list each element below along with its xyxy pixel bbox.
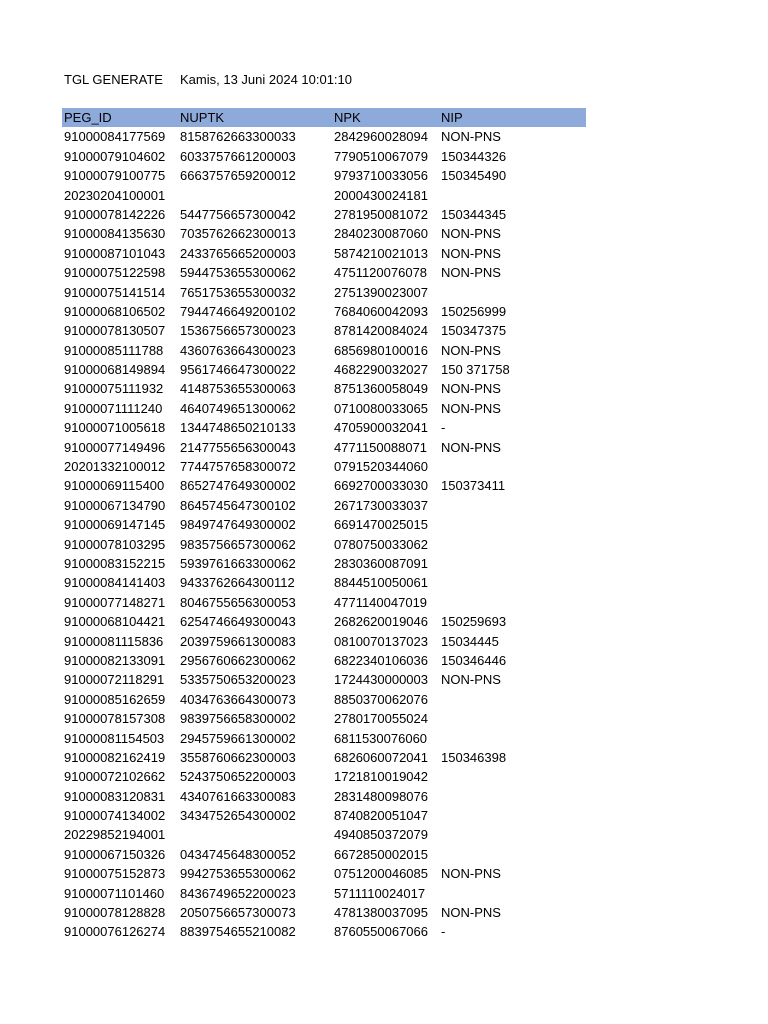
- table-row: [62, 515, 586, 534]
- cell-nuptk: 9561746647300022: [180, 362, 296, 378]
- cell-npk: 2682620019046: [334, 614, 428, 630]
- cell-peg-id: 91000085162659: [64, 691, 166, 707]
- cell-nuptk: 9942753655300062: [180, 866, 296, 882]
- table-row: [62, 496, 586, 515]
- cell-nuptk: 2050756657300073: [180, 905, 296, 921]
- table-row: [62, 922, 586, 941]
- cell-nip: 150259693: [441, 614, 507, 630]
- table-row: [62, 127, 586, 146]
- cell-nuptk: 7035762662300013: [180, 226, 296, 242]
- cell-nuptk: 5939761663300062: [180, 555, 296, 571]
- cell-npk: 0751200046085: [334, 866, 428, 882]
- cell-nuptk: 6663757659200012: [180, 168, 296, 184]
- table-row: [62, 903, 586, 922]
- cell-peg-id: 91000071111240: [64, 400, 163, 416]
- cell-nuptk: 4640749651300062: [180, 400, 296, 416]
- cell-peg-id: 91000078128828: [64, 905, 166, 921]
- cell-peg-id: 91000078142226: [64, 206, 166, 222]
- cell-npk: 1724430000003: [334, 672, 428, 688]
- cell-nuptk: 7944746649200102: [180, 303, 296, 319]
- cell-npk: 0710080033065: [334, 400, 428, 416]
- cell-peg-id: 91000068149894: [64, 362, 166, 378]
- table-row: [62, 438, 586, 457]
- header-nip: NIP: [441, 110, 463, 125]
- cell-nip: NON-PNS: [441, 905, 501, 921]
- header-npk: NPK: [334, 110, 361, 125]
- cell-npk: 5711110024017: [334, 885, 426, 901]
- cell-nuptk: 5447756657300042: [180, 206, 296, 222]
- cell-nuptk: 3558760662300003: [180, 749, 296, 765]
- table-row: [62, 612, 586, 631]
- table-row: [62, 186, 586, 205]
- cell-npk: 7684060042093: [334, 303, 428, 319]
- cell-nuptk: 4340761663300083: [180, 788, 296, 804]
- table-row: [62, 399, 586, 418]
- cell-nip: NON-PNS: [441, 245, 501, 261]
- cell-nip: 150373411: [441, 478, 506, 494]
- cell-nuptk: 3434752654300002: [180, 808, 296, 824]
- cell-npk: 0810070137023: [334, 633, 428, 649]
- cell-peg-id: 91000076126274: [64, 924, 166, 940]
- cell-npk: 1721810019042: [334, 769, 428, 785]
- cell-nuptk: 9839756658300002: [180, 711, 296, 727]
- table-header-row: [62, 108, 586, 127]
- table-row: [62, 845, 586, 864]
- cell-nuptk: 4148753655300063: [180, 381, 296, 397]
- cell-peg-id: 91000082133091: [64, 652, 166, 668]
- cell-npk: 6672850002015: [334, 846, 428, 862]
- cell-peg-id: 91000067134790: [64, 497, 166, 513]
- cell-peg-id: 91000078103295: [64, 536, 166, 552]
- cell-peg-id: 91000077148271: [64, 594, 166, 610]
- table-row: [62, 166, 586, 185]
- cell-peg-id: 20229852194001: [64, 827, 166, 843]
- cell-peg-id: 91000083152215: [64, 555, 166, 571]
- cell-nuptk: 5243750652200003: [180, 769, 296, 785]
- cell-npk: 4751120076078: [334, 265, 428, 281]
- cell-npk: 4682290032027: [334, 362, 428, 378]
- cell-npk: 2840230087060: [334, 226, 428, 242]
- employee-id-table: [62, 108, 586, 942]
- cell-nuptk: 4034763664300073: [180, 691, 296, 707]
- table-row: [62, 418, 586, 437]
- table-row: [62, 205, 586, 224]
- table-row: [62, 593, 586, 612]
- cell-peg-id: 91000071005618: [64, 420, 166, 436]
- cell-npk: 6811530076060: [334, 730, 428, 746]
- cell-nuptk: 7744757658300072: [180, 459, 296, 475]
- cell-nip: 150256999: [441, 303, 507, 319]
- cell-peg-id: 91000072102662: [64, 769, 166, 785]
- cell-nip: -: [441, 924, 446, 940]
- cell-npk: 4781380037095: [334, 905, 428, 921]
- cell-npk: 8751360058049: [334, 381, 428, 397]
- cell-npk: 2751390023007: [334, 284, 428, 300]
- cell-npk: 7790510067079: [334, 148, 428, 164]
- table-row: [62, 651, 586, 670]
- cell-peg-id: 91000074134002: [64, 808, 166, 824]
- cell-nuptk: 2433765665200003: [180, 245, 296, 261]
- cell-peg-id: 91000085111788: [64, 342, 164, 358]
- cell-nip: NON-PNS: [441, 226, 501, 242]
- cell-nip: NON-PNS: [441, 866, 501, 882]
- cell-nuptk: 9849747649300002: [180, 517, 296, 533]
- cell-npk: 9793710033056: [334, 168, 428, 184]
- cell-nip: 150346398: [441, 749, 507, 765]
- cell-nip: 150344326: [441, 148, 507, 164]
- cell-peg-id: 91000072118291: [64, 672, 165, 688]
- cell-npk: 8844510050061: [334, 575, 428, 591]
- cell-npk: 6691470025015: [334, 517, 428, 533]
- cell-nuptk: 8436749652200023: [180, 885, 296, 901]
- cell-peg-id: 91000067150326: [64, 846, 166, 862]
- table-row: [62, 224, 586, 243]
- table-row: [62, 379, 586, 398]
- table-row: [62, 457, 586, 476]
- cell-peg-id: 91000075122598: [64, 265, 166, 281]
- cell-npk: 2780170055024: [334, 711, 428, 727]
- cell-npk: 8740820051047: [334, 808, 428, 824]
- cell-peg-id: 91000078157308: [64, 711, 166, 727]
- cell-nip: -: [441, 420, 446, 436]
- table-row: [62, 283, 586, 302]
- cell-npk: 2000430024181: [334, 187, 428, 203]
- cell-nuptk: 2147755656300043: [180, 439, 296, 455]
- cell-peg-id: 91000084135630: [64, 226, 166, 242]
- cell-peg-id: 91000083120831: [64, 788, 166, 804]
- table-row: [62, 341, 586, 360]
- cell-nuptk: 8046755656300053: [180, 594, 296, 610]
- table-row: [62, 825, 586, 844]
- table-row: [62, 709, 586, 728]
- cell-peg-id: 91000087101043: [64, 245, 166, 261]
- cell-npk: 2830360087091: [334, 555, 428, 571]
- table-row: [62, 767, 586, 786]
- cell-nuptk: 5335750653200023: [180, 672, 296, 688]
- cell-nuptk: 2945759661300002: [180, 730, 296, 746]
- cell-nip: NON-PNS: [441, 439, 501, 455]
- cell-peg-id: 91000079100775: [64, 168, 166, 184]
- cell-npk: 4771140047019: [334, 594, 428, 610]
- cell-npk: 2781950081072: [334, 206, 428, 222]
- cell-npk: 4940850372079: [334, 827, 428, 843]
- cell-nuptk: 8645745647300102: [180, 497, 296, 513]
- cell-peg-id: 91000077149496: [64, 439, 166, 455]
- cell-npk: 8850370062076: [334, 691, 428, 707]
- cell-nuptk: 6033757661200003: [180, 148, 296, 164]
- cell-npk: 8760550067066: [334, 924, 428, 940]
- cell-npk: 6826060072041: [334, 749, 428, 765]
- cell-npk: 4771150088071: [334, 439, 428, 455]
- table-row: [62, 302, 586, 321]
- table-row: [62, 748, 586, 767]
- cell-peg-id: 91000068104421: [64, 614, 166, 630]
- cell-peg-id: 91000084177569: [64, 129, 166, 145]
- cell-nuptk: 8652747649300002: [180, 478, 296, 494]
- cell-npk: 5874210021013: [334, 245, 428, 261]
- table-row: [62, 573, 586, 592]
- table-row: [62, 476, 586, 495]
- cell-nip: 15034445: [441, 633, 499, 649]
- table-row: [62, 690, 586, 709]
- cell-peg-id: 91000084141403: [64, 575, 166, 591]
- cell-peg-id: 91000078130507: [64, 323, 166, 339]
- table-row: [62, 147, 586, 166]
- cell-nuptk: 4360763664300023: [180, 342, 296, 358]
- cell-nip: NON-PNS: [441, 672, 501, 688]
- cell-nip: 150345490: [441, 168, 507, 184]
- cell-nuptk: 1536756657300023: [180, 323, 296, 339]
- table-row: [62, 670, 586, 689]
- cell-peg-id: 91000068106502: [64, 303, 166, 319]
- table-row: [62, 535, 586, 554]
- table-row: [62, 632, 586, 651]
- cell-peg-id: 91000082162419: [64, 749, 166, 765]
- table-row: [62, 884, 586, 903]
- cell-nuptk: 5944753655300062: [180, 265, 296, 281]
- header-nuptk: NUPTK: [180, 110, 225, 125]
- generate-label: TGL GENERATE: [64, 72, 163, 87]
- cell-nuptk: 2956760662300062: [180, 652, 296, 668]
- cell-nuptk: 8158762663300033: [180, 129, 296, 145]
- table-row: [62, 360, 586, 379]
- table-row: [62, 263, 586, 282]
- cell-peg-id: 91000081115836: [64, 633, 164, 649]
- cell-nip: NON-PNS: [441, 342, 501, 358]
- cell-nip: NON-PNS: [441, 400, 501, 416]
- cell-peg-id: 91000069115400: [64, 478, 165, 494]
- cell-peg-id: 91000075141514: [64, 284, 166, 300]
- table-body: [62, 127, 586, 941]
- cell-nuptk: 2039759661300083: [180, 633, 296, 649]
- cell-nuptk: 9835756657300062: [180, 536, 296, 552]
- cell-nuptk: 9433762664300112: [180, 575, 295, 591]
- cell-peg-id: 91000079104602: [64, 148, 166, 164]
- cell-nuptk: 8839754655210082: [180, 924, 296, 940]
- cell-peg-id: 20230204100001: [64, 187, 166, 203]
- cell-nip: 150 371758: [441, 362, 510, 378]
- cell-nuptk: 6254746649300043: [180, 614, 296, 630]
- cell-npk: 2831480098076: [334, 788, 428, 804]
- table-row: [62, 244, 586, 263]
- cell-peg-id: 91000075152873: [64, 866, 166, 882]
- cell-nip: 150344345: [441, 206, 507, 222]
- cell-peg-id: 91000069147145: [64, 517, 166, 533]
- table-row: [62, 554, 586, 573]
- cell-nuptk: 1344748650210133: [180, 420, 296, 436]
- cell-npk: 2842960028094: [334, 129, 428, 145]
- cell-npk: 6692700033030: [334, 478, 428, 494]
- cell-peg-id: 20201332100012: [64, 459, 166, 475]
- cell-nuptk: 0434745648300052: [180, 846, 296, 862]
- cell-npk: 6856980100016: [334, 342, 428, 358]
- table-row: [62, 806, 586, 825]
- cell-peg-id: 91000081154503: [64, 730, 165, 746]
- cell-nip: 150347375: [441, 323, 507, 339]
- cell-nip: 150346446: [441, 652, 507, 668]
- cell-npk: 2671730033037: [334, 497, 428, 513]
- table-row: [62, 321, 586, 340]
- generate-timestamp: Kamis, 13 Juni 2024 10:01:10: [180, 72, 353, 87]
- cell-npk: 0791520344060: [334, 459, 428, 475]
- cell-nip: NON-PNS: [441, 381, 501, 397]
- table-row: [62, 729, 586, 748]
- cell-npk: 0780750033062: [334, 536, 428, 552]
- cell-nuptk: 7651753655300032: [180, 284, 296, 300]
- cell-npk: 8781420084024: [334, 323, 428, 339]
- cell-nip: NON-PNS: [441, 129, 501, 145]
- cell-nip: NON-PNS: [441, 265, 501, 281]
- table-row: [62, 787, 586, 806]
- cell-peg-id: 91000071101460: [64, 885, 165, 901]
- cell-npk: 4705900032041: [334, 420, 428, 436]
- table-row: [62, 864, 586, 883]
- cell-peg-id: 91000075111932: [64, 381, 164, 397]
- header-peg-id: PEG_ID: [64, 110, 112, 125]
- cell-npk: 6822340106036: [334, 652, 428, 668]
